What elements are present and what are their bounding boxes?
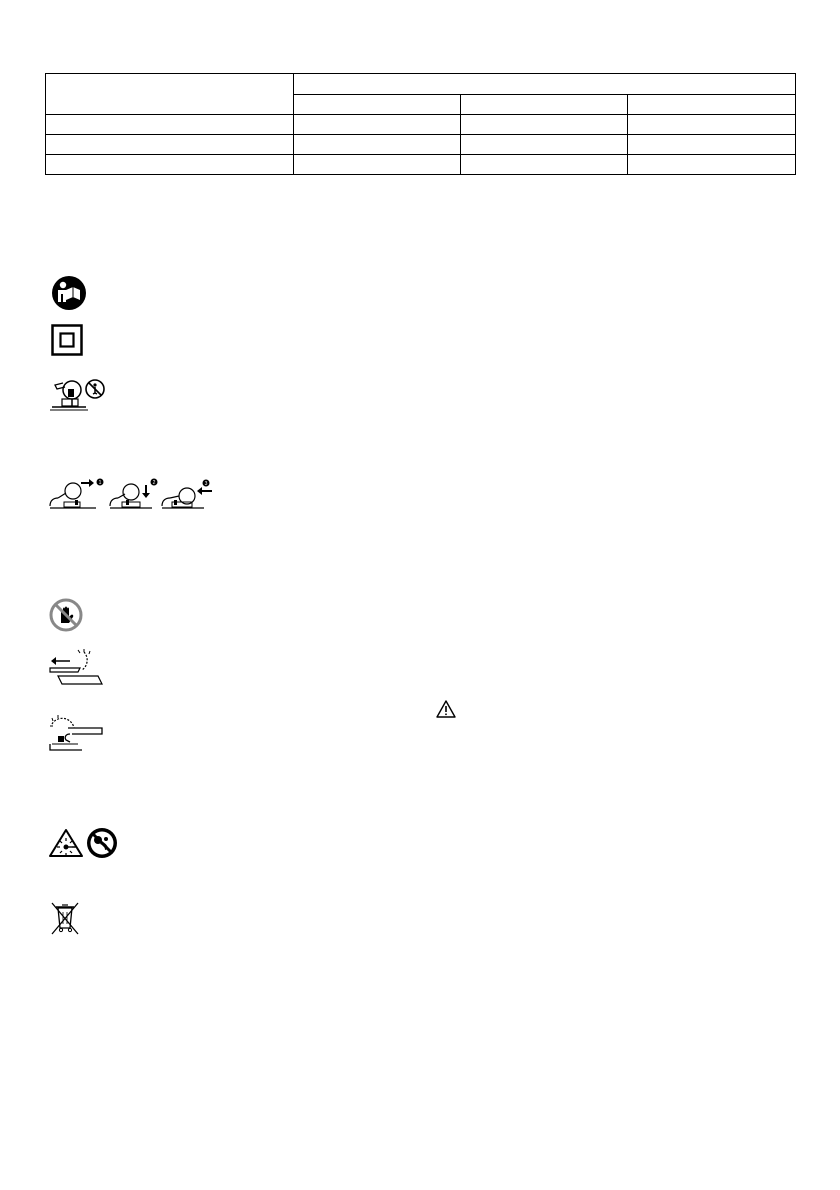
table-cell [46,115,294,135]
table-subheader [461,95,628,115]
table-subheader [294,95,461,115]
double-insulation-icon [51,324,83,356]
hand-near-blade-icon [48,714,106,754]
read-instruction-manual-icon [51,275,87,311]
cut-sequence-step-label: 2 [152,480,156,486]
do-not-stare-into-beam-icon [86,827,118,859]
table-cell [46,135,294,155]
cut-sequence-step-label: 1 [98,480,102,486]
table-cell [628,135,796,155]
cutting-sequence-icon [48,477,216,513]
table-cell [294,135,461,155]
table-cell [461,115,628,135]
table-cell [628,155,796,175]
table-cell [294,115,461,135]
crossed-out-wheelie-bin-icon [49,900,81,936]
table-cell [461,135,628,155]
keep-hands-away-icon [49,598,83,632]
table-row [46,135,796,155]
table-cell [461,155,628,175]
table-header-model [46,74,294,115]
table-subheader [628,95,796,115]
do-not-stand-in-line-with-blade-icon [48,377,108,411]
blade-rotation-direction-icon [48,648,104,686]
laser-radiation-icon [48,828,84,858]
table-cell [628,115,796,135]
table-cell [46,155,294,175]
cut-sequence-step-label: 3 [204,481,208,487]
table-row [46,155,796,175]
specifications-table [45,73,796,175]
table-row [46,115,796,135]
table-header-group [294,74,796,95]
table-cell [294,155,461,175]
warning-triangle-icon [436,700,456,723]
